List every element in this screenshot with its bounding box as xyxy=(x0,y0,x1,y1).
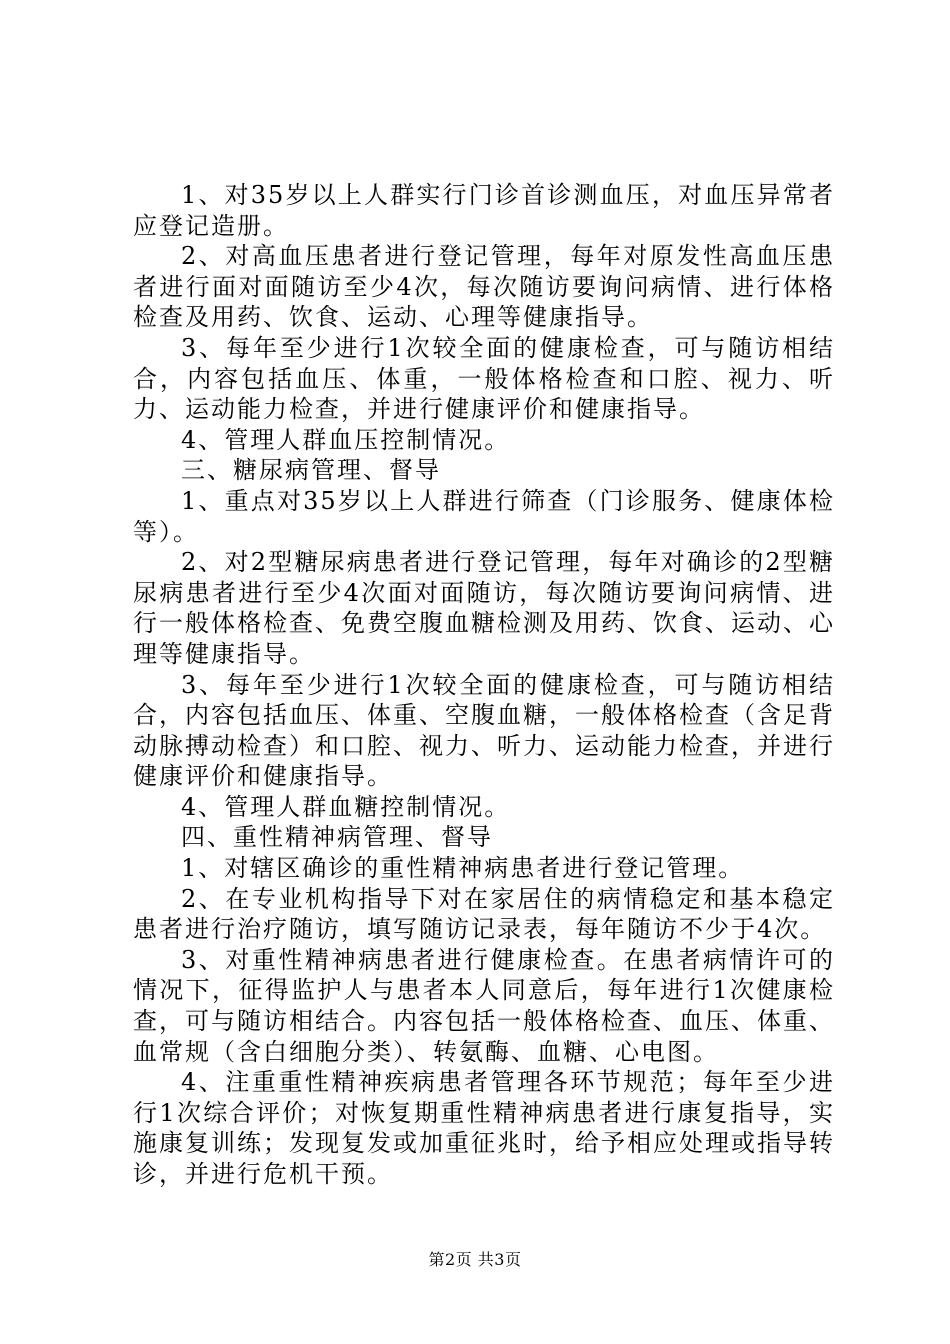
paragraph-hypertension-screening: 1、对35岁以上人群实行门诊首诊测血压，对血压异常者应登记造册。 xyxy=(133,181,835,240)
paragraph-diabetes-health-check: 3、每年至少进行1次较全面的健康检查，可与随访相结合，内容包括血压、体重、空腹血糖，一般体格检查（含足背动脉搏动检查）和口腔、视力、听力、运动能力检查，并进行健康评价和健康指导。 xyxy=(133,670,835,791)
paragraph-mental-followup: 2、在专业机构指导下对在家居住的病情稳定和基本稳定患者进行治疗随访，填写随访记录表，每年随访不少于4次。 xyxy=(133,884,835,944)
paragraph-mental-evaluation: 4、注重重性精神疾病患者管理各环节规范；每年至少进行1次综合评价；对恢复期重性精神病患者进行康复指导，实施康复训练；发现复发或加重征兆时，给予相应处理或指导转诊，并进行危机干预。 xyxy=(133,1068,835,1188)
section-heading-diabetes: 三、糖尿病管理、督导 xyxy=(181,456,441,485)
paragraph-mental-registration: 1、对辖区确诊的重性精神病患者进行登记管理。 xyxy=(181,854,745,883)
paragraph-hypertension-management: 2、对高血压患者进行登记管理，每年对原发性高血压患者进行面对面随访至少4次，每次随访要询问病情、进行体格检查及用药、饮食、运动、心理等健康指导。 xyxy=(133,242,835,332)
paragraph-hypertension-control: 4、管理人群血压控制情况。 xyxy=(181,425,511,454)
paragraph-diabetes-control: 4、管理人群血糖控制情况。 xyxy=(181,792,511,821)
paragraph-hypertension-health-check: 3、每年至少进行1次较全面的健康检查，可与随访相结合，内容包括血压、体重，一般体格检查和口腔、视力、听力、运动能力检查，并进行健康评价和健康指导。 xyxy=(133,333,835,424)
paragraph-diabetes-management: 2、对2型糖尿病患者进行登记管理，每年对确诊的2型糖尿病患者进行至少4次面对面随访，每次随访要询问病情、进行一般体格检查、免费空腹血糖检测及用药、饮食、运动、心理等健康指导。 xyxy=(133,548,835,668)
page-footer: 第2页 共3页 xyxy=(428,1250,522,1269)
document-body xyxy=(133,180,835,1190)
paragraph-diabetes-screening: 1、重点对35岁以上人群进行筛查（门诊服务、健康体检等）。 xyxy=(133,486,835,546)
section-heading-mental-illness: 四、重性精神病管理、督导 xyxy=(181,823,493,852)
paragraph-mental-health-check: 3、对重性精神病患者进行健康检查。在患者病情许可的情况下，征得监护人与患者本人同意后，每年进行1次健康检查，可与随访相结合。内容包括一般体格检查、血压、体重、血常规（含白细胞分类）、转氨酶、血糖、心电图。 xyxy=(133,945,835,1066)
